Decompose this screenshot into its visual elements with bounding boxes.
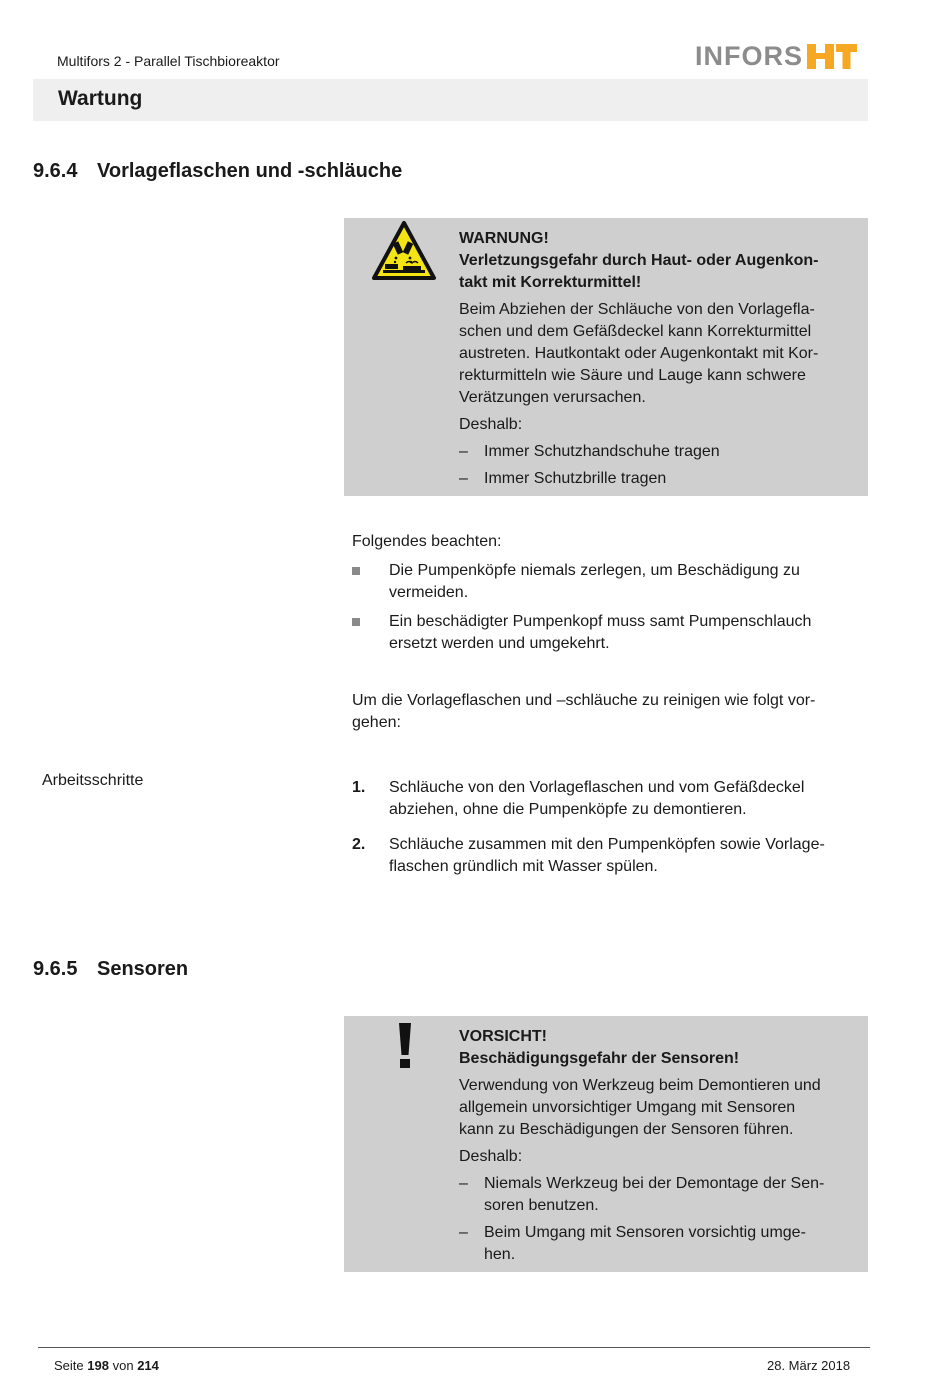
warning-headline-line-2: takt mit Korrekturmittel!: [459, 274, 642, 291]
warning-text-line: austreten. Hautkontakt oder Augenkontakt mit Kor-: [459, 345, 819, 362]
section-title: Vorlageflaschen und -schläuche: [97, 160, 403, 182]
procedure-intro: Um die Vorlageflaschen und –schläuche zu reinigen wie folgt vor- gehen:: [352, 692, 816, 731]
bullet-square-icon: [352, 611, 389, 655]
logo-ht-mark: [807, 44, 857, 69]
note-item: Die Pumpenköpfe niemals zerlegen, um Beschädigung zu vermeiden.: [352, 560, 867, 604]
caution-therefore: Deshalb:: [459, 1148, 523, 1165]
footer-divider: [38, 1347, 870, 1348]
steps-list: [352, 777, 867, 891]
infors-ht-logo: [695, 41, 857, 71]
caution-text: Verwendung von Werkzeug beim Demontieren und allgemein unvorsichtiger Umgang mit Sensoren kann zu Beschädigungen der Sensoren führen.: [459, 1077, 821, 1138]
notes-intro: Folgendes beachten:: [352, 533, 502, 550]
section-number: 9.6.4: [33, 160, 78, 182]
warning-text-line: Beim Abziehen der Schläuche von den Vorlagefla-: [459, 301, 815, 318]
document-title: Multifors 2 - Parallel Tischbioreaktor: [57, 53, 280, 69]
warning-measure: – Immer Schutzbrille tragen: [459, 470, 667, 487]
section-number: 9.6.5: [33, 958, 78, 980]
bullet-square-icon: [352, 560, 389, 604]
side-label-work-steps: Arbeitsschritte: [42, 772, 144, 789]
caution-signal-word: VORSICHT!: [459, 1028, 547, 1045]
chapter-header-bar: [33, 79, 868, 121]
warning-therefore: Deshalb:: [459, 416, 523, 433]
chapter-title: Wartung: [58, 87, 143, 110]
warning-headline-line-1: Verletzungsgefahr durch Haut- oder Augenkon-: [459, 252, 819, 269]
corrosive-hazard-icon: [371, 220, 437, 282]
section-heading-965: [33, 958, 188, 981]
logo-text: INFORS: [695, 41, 804, 71]
document-date: 28. März 2018: [767, 1358, 851, 1373]
section-title: Sensoren: [97, 958, 189, 980]
step-item: 2. Schläuche zusammen mit den Pumpenköpfen sowie Vorlage- flaschen gründlich mit Wasser spülen.: [352, 836, 825, 875]
notes-block: [352, 531, 867, 655]
warning-signal-word: WARNUNG!: [459, 230, 549, 247]
caution-measure: – Niemals Werkzeug bei der Demontage der Sen- soren benutzen.: [459, 1175, 825, 1214]
note-item: Ein beschädigter Pumpenkopf muss samt Pumpenschlauch ersetzt werden und umgekehrt.: [352, 611, 867, 655]
warning-content: [459, 228, 859, 490]
caution-box: [344, 1016, 868, 1272]
section-heading-964: [33, 160, 402, 183]
warning-text-line: rekturmitteln wie Säure und Lauge kann schwere: [459, 367, 806, 384]
warning-measure: – Immer Schutzhandschuhe tragen: [459, 443, 720, 460]
warning-text-line: schen und dem Gefäßdeckel kann Korrekturmittel: [459, 323, 812, 340]
caution-headline: Beschädigungsgefahr der Sensoren!: [459, 1050, 740, 1067]
caution-content: [459, 1026, 859, 1266]
warning-box: [344, 218, 868, 496]
page-number: Seite 198 von 214: [54, 1358, 159, 1373]
warning-text: [459, 299, 859, 409]
step-item: 1. Schläuche von den Vorlageflaschen und vom Gefäßdeckel abziehen, ohne die Pumpenköpfe zu demontieren.: [352, 779, 805, 818]
warning-text-line: Verätzungen verursachen.: [459, 389, 646, 406]
caution-measure: – Beim Umgang mit Sensoren vorsichtig umge- hen.: [459, 1224, 806, 1263]
exclamation-mark-icon: [396, 1022, 414, 1070]
